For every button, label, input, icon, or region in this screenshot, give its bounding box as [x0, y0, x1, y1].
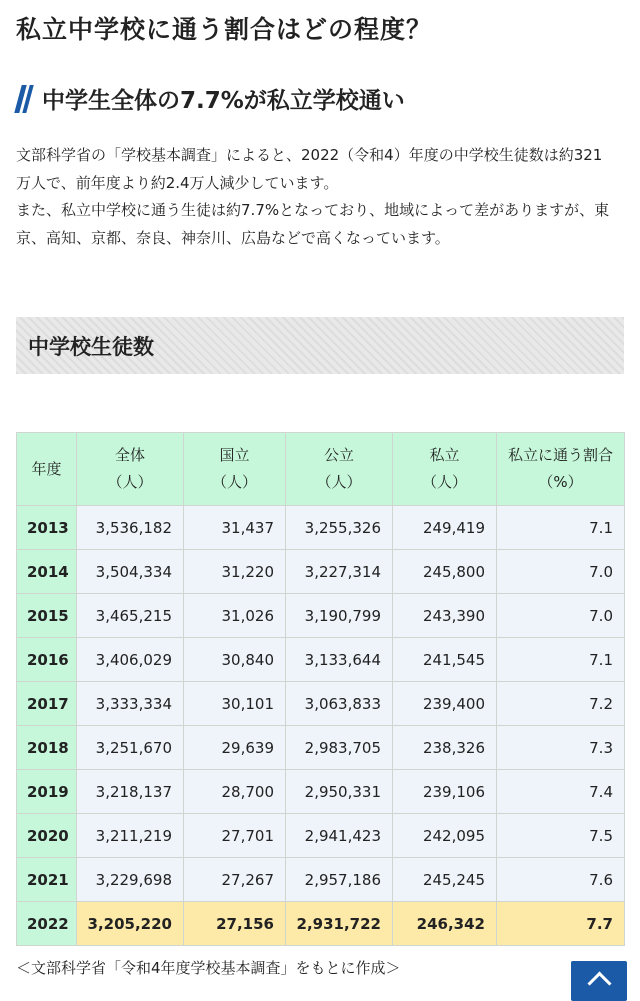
year-cell: 2015 [17, 594, 77, 638]
table-cell: 243,390 [393, 594, 497, 638]
table-cell: 30,840 [184, 638, 286, 682]
table-cell: 3,063,833 [286, 682, 393, 726]
column-header [286, 433, 393, 506]
table-cell: 239,106 [393, 770, 497, 814]
table-cell: 27,156 [184, 902, 286, 946]
body-text [16, 142, 616, 252]
table-cell: 3,406,029 [77, 638, 184, 682]
table-row [17, 682, 625, 726]
table-cell: 7.4 [497, 770, 625, 814]
table-cell: 3,333,334 [77, 682, 184, 726]
table-cell: 3,211,219 [77, 814, 184, 858]
table-cell: 3,205,220 [77, 902, 184, 946]
paragraph-1: 文部科学省の「学校基本調査」によると、2022（令和4）年度の中学校生徒数は約321万人で、前年度より約2.4万人減少しています。 [16, 146, 603, 192]
table-cell: 7.7 [497, 902, 625, 946]
table-row [17, 594, 625, 638]
table-cell: 242,095 [393, 814, 497, 858]
column-header-unit: （人） [211, 473, 257, 491]
table-heading: 中学校生徒数 [28, 334, 154, 359]
table-row [17, 726, 625, 770]
table-cell: 7.6 [497, 858, 625, 902]
year-cell: 2019 [17, 770, 77, 814]
table-cell: 3,227,314 [286, 550, 393, 594]
student-count-table [16, 432, 625, 946]
table-row [17, 506, 625, 550]
table-cell: 3,255,326 [286, 506, 393, 550]
table-cell: 246,342 [393, 902, 497, 946]
table-cell: 27,267 [184, 858, 286, 902]
column-header [497, 433, 625, 506]
column-header-unit: （人） [107, 473, 153, 491]
year-cell: 2017 [17, 682, 77, 726]
column-header-label: 公立 [323, 446, 354, 464]
chevron-up-icon [587, 971, 611, 995]
table-cell: 7.1 [497, 506, 625, 550]
table-cell: 28,700 [184, 770, 286, 814]
table-cell: 3,465,215 [77, 594, 184, 638]
column-header-label: 私立に通う割合 [507, 446, 613, 464]
table-cell: 3,218,137 [77, 770, 184, 814]
table-cell: 238,326 [393, 726, 497, 770]
year-cell: 2018 [17, 726, 77, 770]
section-heading [16, 80, 616, 116]
table-cell: 7.3 [497, 726, 625, 770]
column-header [393, 433, 497, 506]
column-header-unit: （人） [421, 473, 467, 491]
year-cell: 2016 [17, 638, 77, 682]
table-row [17, 858, 625, 902]
column-header-label: 全体 [114, 446, 145, 464]
column-header-label: 国立 [219, 446, 250, 464]
table-cell: 2,957,186 [286, 858, 393, 902]
page-title: 私立中学校に通う割合はどの程度？ [16, 15, 433, 44]
table-header-row [17, 433, 625, 506]
table-cell: 3,251,670 [77, 726, 184, 770]
double-slash-mark-icon [16, 83, 32, 113]
table-cell: 245,245 [393, 858, 497, 902]
table-cell: 3,133,644 [286, 638, 393, 682]
table-cell: 249,419 [393, 506, 497, 550]
column-header-label: 私立 [429, 446, 460, 464]
table-cell: 31,026 [184, 594, 286, 638]
table-cell: 2,950,331 [286, 770, 393, 814]
table-cell: 3,504,334 [77, 550, 184, 594]
table-cell: 239,400 [393, 682, 497, 726]
table-cell: 31,220 [184, 550, 286, 594]
table-cell: 3,229,698 [77, 858, 184, 902]
table-cell: 7.2 [497, 682, 625, 726]
table-cell: 31,437 [184, 506, 286, 550]
table-cell: 3,536,182 [77, 506, 184, 550]
table-cell: 30,101 [184, 682, 286, 726]
table-row [17, 638, 625, 682]
year-cell: 2020 [17, 814, 77, 858]
paragraph-2: また、私立中学校に通う生徒は約7.7%となっており、地域によって差がありますが、東京、高知、京都、奈良、神奈川、広島などで高くなっています。 [16, 201, 610, 247]
table-cell: 7.1 [497, 638, 625, 682]
column-header [184, 433, 286, 506]
section-heading-text: 中学生全体の7.7%が私立学校通い [42, 87, 405, 114]
table-heading-box [16, 317, 624, 374]
table-cell: 7.0 [497, 550, 625, 594]
table-row [17, 902, 625, 946]
table-cell: 2,983,705 [286, 726, 393, 770]
table-cell: 3,190,799 [286, 594, 393, 638]
year-cell: 2014 [17, 550, 77, 594]
table-cell: 241,545 [393, 638, 497, 682]
table-cell: 245,800 [393, 550, 497, 594]
year-cell: 2022 [17, 902, 77, 946]
table-cell: 2,941,423 [286, 814, 393, 858]
source-note: ＜文部科学省「令和4年度学校基本調査」をもとに作成＞ [16, 959, 401, 977]
back-to-top-button[interactable] [571, 961, 627, 1001]
table-cell: 27,701 [184, 814, 286, 858]
column-header [77, 433, 184, 506]
year-cell: 2021 [17, 858, 77, 902]
column-header-unit: （%） [538, 473, 583, 491]
column-header-unit: （人） [316, 473, 362, 491]
table-cell: 29,639 [184, 726, 286, 770]
column-header [17, 433, 77, 506]
table-row [17, 814, 625, 858]
column-header-label: 年度 [31, 459, 62, 478]
table-cell: 2,931,722 [286, 902, 393, 946]
table-cell: 7.0 [497, 594, 625, 638]
table-row [17, 550, 625, 594]
table-cell: 7.5 [497, 814, 625, 858]
table-row [17, 770, 625, 814]
year-cell: 2013 [17, 506, 77, 550]
